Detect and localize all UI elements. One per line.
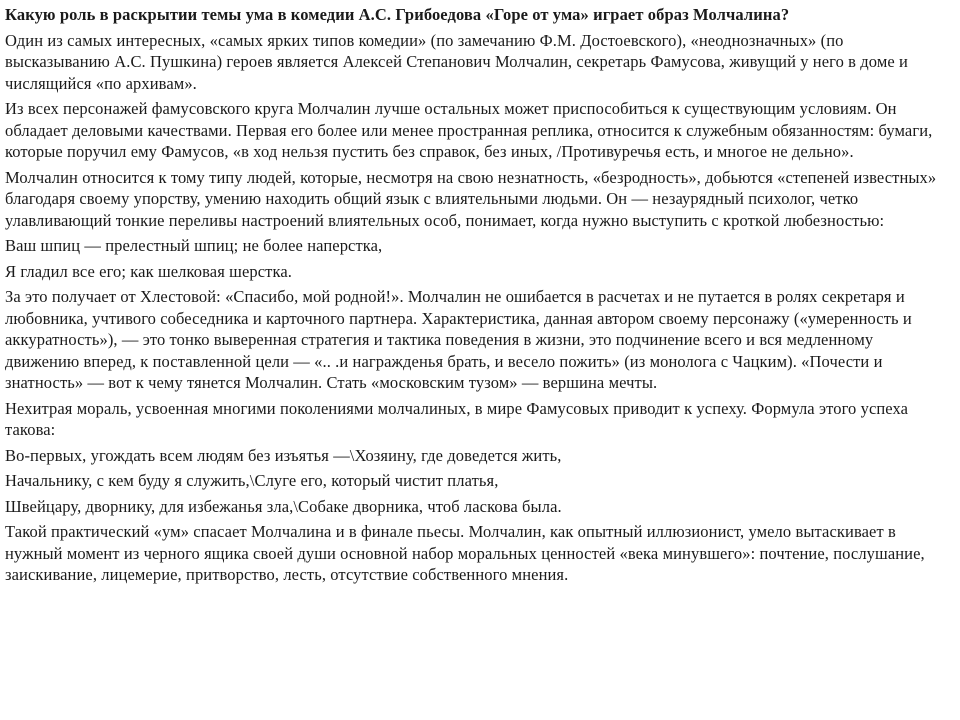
- quote-line-2: Я гладил все его; как шелковая шерстка.: [5, 261, 292, 281]
- paragraph-psychologist: Молчалин относится к тому типу людей, которые, несмотря на свою незнатность, «безродность», добьются «степеней известных» благодаря своему упорству, умению находить общий язык с влиятельными людьми. Он — незаурядный психолог, четко улавливающий тонкие переливы настроений влиятельных особ, понимает, когда нужно выступить с кроткой любезностью:: [5, 167, 937, 230]
- paragraph-adaptability: Из всех персонажей фамусовского круга Молчалин лучше остальных может приспособиться к существующим условиям. Он обладает деловыми качествами. Первая его более или менее пространная реплика, относится к служебным обязанностям: бумаги, которые поручил ему Фамусов, «в ход нельзя пустить без справок, без иных, /Противуречья есть, и многое не дельно».: [5, 99, 933, 161]
- document-title: Какую роль в раскрытии темы ума в комедии А.С. Грибоедова «Горе от ума» играет образ Молчалина?: [5, 5, 790, 24]
- formula-line-1: Во-первых, угождать всем людям без изъятья —\Хозяину, где доведется жить,: [5, 445, 562, 465]
- paragraph-khlestova: За это получает от Хлестовой: «Спасибо, мой родной!». Молчалин не ошибается в расчетах и не путается в ролях секретаря и любовника, учтивого собеседника и карточного партнера. Характеристика, данная автором своему персонажу («умеренность и аккуратность»), — это тонко выверенная стратегия и тактика поведения в жизни, это подчинение всего и вся медленному движению вперед, к поставленной цели — «.. .и награжденья брать, и весело пожить» (из монолога с Чацким). «Почести и знатность» — вот к чему тянется Молчалин. Стать «московским тузом» — вершина мечты.: [5, 287, 912, 392]
- document: [5, 4, 940, 590]
- paragraph-intro: Один из самых интересных, «самых ярких типов комедии» (по замечанию Ф.М. Достоевского), «неоднозначных» (по высказыванию А.С. Пушкина) героев является Алексей Степанович Молчалин, секретарь Фамусова, живущий у него в доме и числящийся «по архивам».: [5, 30, 908, 93]
- paragraph-morality: Нехитрая мораль, усвоенная многими поколениями молчалиных, в мире Фамусовых приводит к успеху. Формула этого успеха такова:: [5, 398, 909, 439]
- paragraph-finale: Такой практический «ум» спасает Молчалина и в финале пьесы. Молчалин, как опытный иллюзионист, умело вытаскивает в нужный момент из черного ящика своей души основной набор моральных ценностей «века минувшего»: почтение, послушание, заискивание, лицемерие, притворство, лесть, отсутствие собственного мнения.: [5, 522, 925, 584]
- formula-line-3: Швейцару, дворнику, для избежанья зла,\Собаке дворника, чтоб ласкова была.: [5, 496, 562, 516]
- quote-line-1: Ваш шпиц — прелестный шпиц; не более наперстка,: [5, 236, 383, 255]
- formula-line-2: Начальнику, с кем буду я служить,\Слуге его, который чистит платья,: [5, 471, 499, 490]
